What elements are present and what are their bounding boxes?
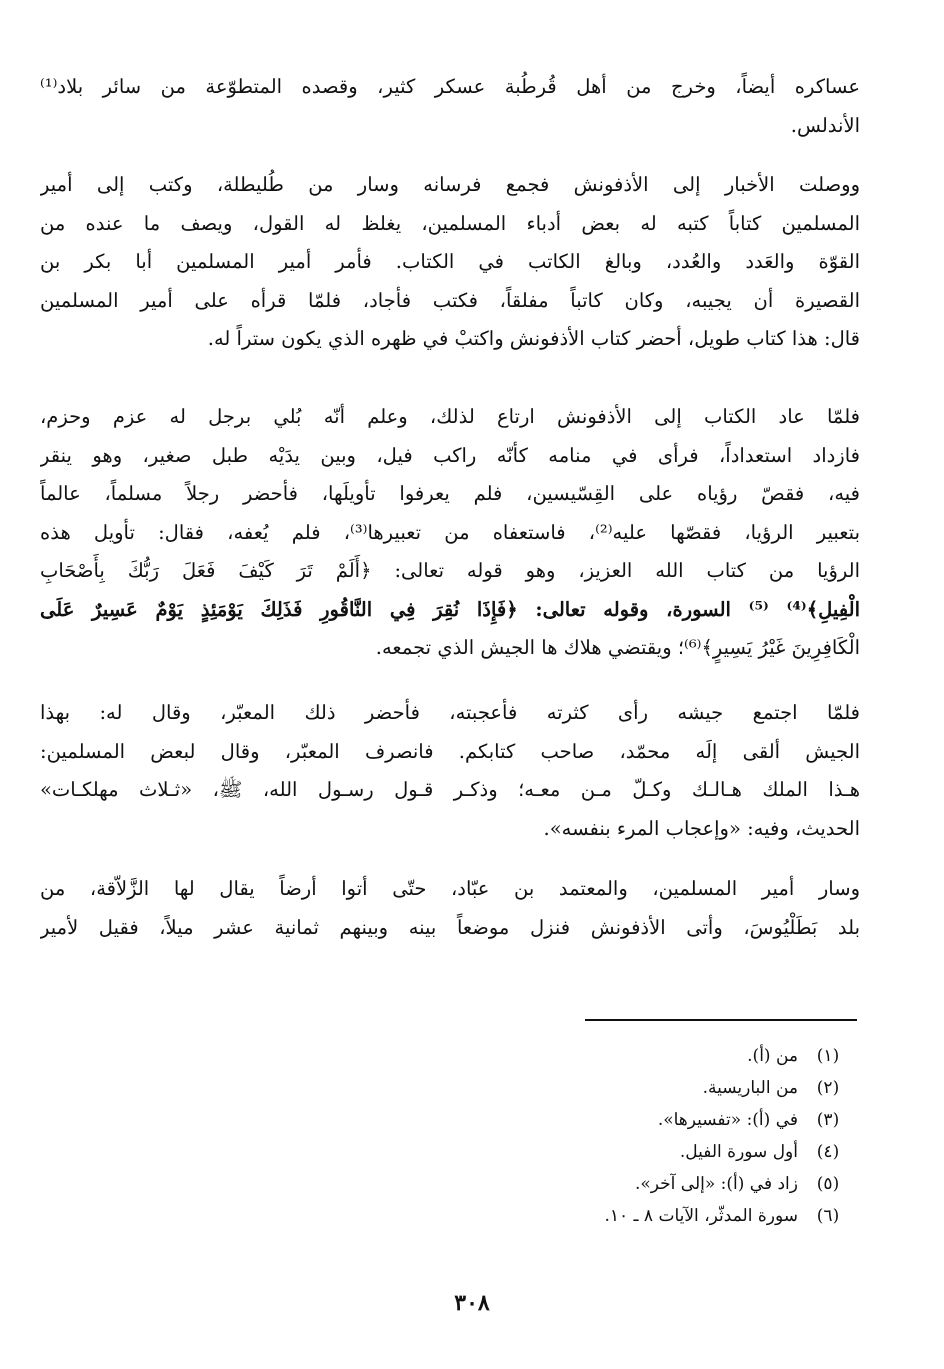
footnote-text: سورة المدثّر، الآيات ٨ ـ ١٠. [604, 1206, 798, 1226]
footnote-number: (١) [816, 1046, 840, 1066]
text-line: فازداد استعداداً، فرأى في منامه كأنّه راكب فيل، وبين يدَيْه طبل صغير، وهو ينقر [40, 443, 860, 467]
text-line: فيه، فقصّ رؤياه على القِسّيسين، فلم يعرفوا تأويلَها، فأحضر رجلاً مسلماً، عالماً [40, 482, 860, 505]
paragraph-1 [40, 68, 860, 145]
quran-verse-line: الْفِيلِ﴾⁽⁴⁾ ⁽⁵⁾ السورة، وقوله تعالى: ﴿فَإِذَا نُقِرَ فِي النَّاقُورِ فَذَلِكَ يَوْمَئِذٍ يَوْمٌ عَسِيرٌ عَلَى [40, 597, 860, 621]
footnote-number: (٥) [816, 1174, 840, 1194]
text-line: بلد بَطَلْيُوسَ، وأتى الأذفونش فنزل موضعاً بينه وبينهم ثمانية عشر ميلاً، فقيل لأمير [40, 915, 860, 939]
footnote-item [498, 1040, 858, 1072]
paragraph-4 [40, 694, 860, 848]
text-line: الأندلس. [790, 113, 860, 137]
footnote-number: (٢) [816, 1078, 840, 1098]
paragraph-5 [40, 870, 860, 947]
text-line: فلمّا اجتمع جيشه رأى كثرته فأعجبته، فأحضر ذلك المعبّر، وقال له: بهذا [40, 701, 860, 724]
text-line: فلمّا عاد الكتاب إلى الأذفونش ارتاع لذلك، وعلم أنّه بُلي برجل له عزم وحزم، [40, 405, 860, 428]
text-line: وسار أمير المسلمين، والمعتمد بن عبّاد، حتّى أتوا أرضاً يقال لها الزَّلاّقة، من [40, 877, 860, 900]
text-line: هـذا الملك هـالـك وكـلّ مـن معـه؛ وذكـر قـول رسـول الله، ﷺ، «ثـلاث مهلكـات» [40, 778, 860, 801]
footnotes [498, 1040, 858, 1232]
footnote-text: أول سورة الفيل. [679, 1142, 798, 1162]
paragraph-3 [40, 398, 860, 668]
footnote-number: (٦) [816, 1206, 840, 1226]
footnote-item [498, 1168, 858, 1200]
footnote-text: زاد في (أ): «إلى آخر». [634, 1174, 798, 1194]
paragraph-2 [40, 166, 860, 359]
footnote-item [498, 1200, 858, 1232]
text-line: الجيش ألقى إلَه محمّد، صاحب كتابكم. فانصرف المعبّر، وقال لبعض المسلمين: [40, 739, 860, 763]
text-line: بتعبير الرؤيا، فقصّها عليه⁽²⁾، فاستعفاه من تعبيرها⁽³⁾، فلم يُعفه، فقال: تأويل هذه [40, 520, 860, 544]
text-line: عساكره أيضاً، وخرج من أهل قُرطُبة عسكر كثير، وقصده المتطوّعة من سائر بلاد⁽¹⁾ [40, 75, 860, 98]
footnote-number: (٤) [816, 1142, 840, 1162]
page-number: ٣٠٨ [454, 1290, 490, 1316]
footnote-item [498, 1136, 858, 1168]
footnote-item [498, 1072, 858, 1104]
footnote-separator [585, 1019, 857, 1021]
text-line: الرؤيا من كتاب الله العزيز، وهو قوله تعالى: ﴿أَلَمْ تَرَ كَيْفَ فَعَلَ رَبُّكَ بِأَصْحَابِ [40, 559, 860, 582]
footnote-text: من (أ). [747, 1046, 798, 1066]
text-line: الْكَافِرِينَ غَيْرُ يَسِيرٍ﴾⁽⁶⁾؛ ويقتضي هلاك ها الجيش الذي تجمعه. [375, 636, 860, 659]
text-line: ووصلت الأخبار إلى الأذفونش فجمع فرسانه وسار من طُليطلة، وكتب إلى أمير [40, 173, 860, 196]
text-line: القوّة والعَدد والعُدد، وبالغ الكاتب في الكتاب. فأمر أمير المسلمين أبا بكر بن [40, 250, 860, 273]
footnote-text: من الباريسية. [702, 1078, 798, 1098]
footnote-number: (٣) [816, 1110, 840, 1130]
footnote-item [498, 1104, 858, 1136]
text-line: المسلمين كتاباً كتبه له بعض أدباء المسلمين، يغلظ له القول، ويصف ما عنده من [40, 211, 860, 235]
footnote-text: في (أ): «تفسيرها». [657, 1110, 798, 1130]
text-line: قال: هذا كتاب طويل، أحضر كتاب الأذفونش واكتبْ في ظهره الذي يكون ستراً له. [207, 327, 860, 350]
text-line: القصيرة أن يجيبه، وكان كاتباً مفلقاً، فكتب فأجاد، فلمّا قرأه على أمير المسلمين [40, 288, 860, 312]
text-line: الحديث، وفيه: «وإعجاب المرء بنفسه». [543, 816, 860, 840]
